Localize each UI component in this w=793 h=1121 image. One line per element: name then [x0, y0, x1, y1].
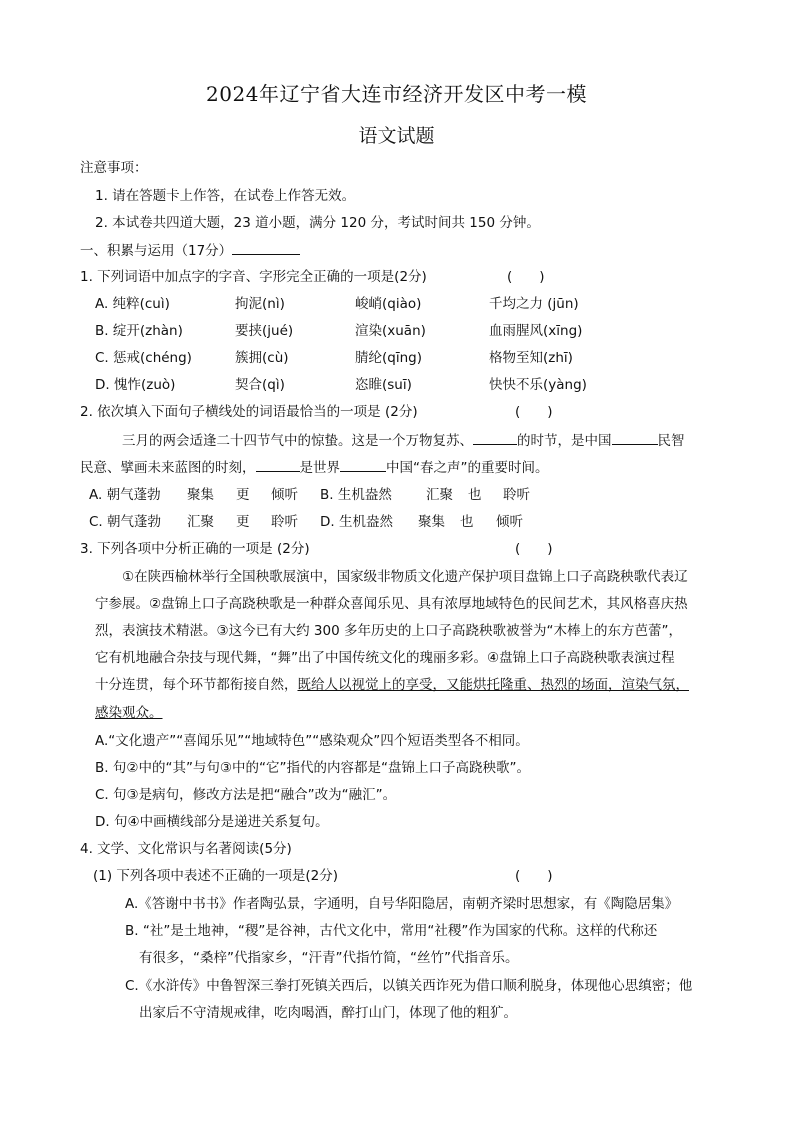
underlined-text: 感染观众。 — [95, 705, 163, 721]
q2-option: 倾听 — [496, 514, 523, 530]
section-heading — [80, 240, 300, 261]
q3-passage-line: ①在陕西榆林举行全国秧歌展演中，国家级非物质文化遗产保护项目盘锦上口子高跷秧歌代表辽 — [122, 569, 688, 585]
passage-text: 三月的两会适逢二十四节气中的惊蛰。这是一个万物复苏、 — [122, 433, 473, 449]
q3-passage-line: 烈，表演技术精湛。③这今已有大约 300 多年历史的上口子高跷秧歌被誉为“木棒上的东方芭蕾”， — [95, 623, 682, 639]
answer-paren: ( ) — [507, 269, 545, 285]
q2-option: 也 — [460, 514, 474, 530]
q2-option: 更 — [236, 487, 250, 503]
q2-option: 聚集 — [187, 487, 214, 503]
fill-blank — [612, 430, 658, 445]
q3-option-d: D. 句④中画横线部分是递进关系复句。 — [95, 814, 329, 830]
exam-title: 2024年辽宁省大连市经济开发区中考一模 — [206, 82, 587, 106]
q3-passage-line — [95, 675, 689, 695]
q1-option-b-1: B. 绽开(zhàn) — [95, 323, 183, 339]
q2-option: 汇聚 — [187, 514, 214, 530]
passage-text: 中国“春之声”的重要时间。 — [386, 460, 549, 476]
q1-option-c-3: 腈纶(qīng) — [355, 350, 422, 366]
q4-option-c: C.《水浒传》中鲁智深三拳打死镇关西后，以镇关西诈死为借口顺利脱身，体现他心思缜密；他 — [125, 978, 693, 994]
q4-option-b: B. “社”是土地神，“稷”是谷神，古代文化中，常用“社稷”作为国家的代称。这样的代称还 — [125, 923, 658, 939]
passage-text: 民意、擘画未来蓝图的时刻， — [80, 460, 256, 476]
q1-option-a-1: A. 纯粹(cuì) — [95, 296, 170, 312]
q4-option-b-cont: 有很多，“桑梓”代指家乡，“汗青”代指竹简，“丝竹”代指音乐。 — [139, 950, 519, 966]
q1-option-a-3: 峻峭(qiào) — [355, 296, 422, 312]
q2-option: 也 — [468, 487, 482, 503]
q2-passage-line — [122, 430, 685, 451]
exam-subtitle: 语文试题 — [358, 125, 435, 147]
passage-text: 是世界 — [299, 460, 340, 476]
q2-option: 倾听 — [271, 487, 298, 503]
q1-option-d-4: 快快不乐(yàng) — [489, 377, 587, 393]
q1-option-d-2: 契合(qì) — [235, 377, 285, 393]
q2-option: 聆听 — [503, 487, 530, 503]
q2-option: C. 朝气蓬勃 — [89, 514, 162, 530]
q1-option-a-4: 千均之力 (jūn) — [489, 296, 579, 312]
fill-blank — [340, 457, 386, 472]
q3-stem: 3. 下列各项中分析正确的一项是 (2分) — [80, 541, 310, 557]
notice-heading: 注意事项： — [80, 160, 148, 176]
q1-option-b-3: 渲染(xuān) — [355, 323, 426, 339]
passage-text: 的时节，是中国 — [517, 433, 612, 449]
q2-option: D. 生机盎然 — [320, 514, 393, 530]
q1-option-c-2: 簇拥(cù) — [235, 350, 289, 366]
q4-option-c-cont: 出家后不守清规戒律，吃肉喝酒，醉打山门，体现了他的粗犷。 — [139, 1005, 517, 1021]
q1-option-c-4: 格物至知(zhī) — [489, 350, 573, 366]
q1-option-d-1: D. 愧怍(zuò) — [95, 377, 176, 393]
q2-option: 更 — [236, 514, 250, 530]
q4-stem: 4. 文学、文化常识与名著阅读(5分) — [80, 841, 292, 857]
q1-option-b-2: 要挟(jué) — [235, 323, 294, 339]
q2-passage-line — [80, 457, 549, 478]
q3-option-b: B. 句②中的“其”与句③中的“它”指代的内容都是“盘锦上口子高跷秧歌”。 — [95, 760, 531, 776]
score-blank — [232, 240, 300, 255]
fill-blank — [473, 430, 517, 445]
q2-option: 汇聚 — [426, 487, 453, 503]
q1-stem: 1. 下列词语中加点字的字音、字形完全正确的一项是(2分) — [80, 269, 427, 285]
q1-option-b-4: 血雨腥风(xīng) — [489, 323, 583, 339]
answer-paren: ( ) — [515, 404, 553, 420]
fill-blank — [256, 457, 300, 472]
q4-option-a: A.《答谢中书书》作者陶弘景，字通明，自号华阳隐居，南朝齐梁时思想家，有《陶隐居集》 — [125, 896, 679, 912]
section-title: 一、积累与运用（17分） — [80, 243, 233, 259]
q3-option-c: C. 句③是病句，修改方法是把“融合”改为“融汇”。 — [95, 787, 397, 803]
answer-paren: ( ) — [515, 868, 553, 884]
notice-item: 2. 本试卷共四道大题，23 道小题，满分 120 分，考试时间共 150 分钟。 — [95, 215, 540, 231]
q2-option: 聆听 — [271, 514, 298, 530]
answer-paren: ( ) — [515, 541, 553, 557]
q2-option: A. 朝气蓬勃 — [89, 487, 161, 503]
q2-stem: 2. 依次填入下面句子横线处的词语最恰当的一项是 (2分) — [80, 404, 418, 420]
passage-text: 民智 — [657, 433, 685, 449]
q4-sub-stem: (1) 下列各项中表述不正确的一项是(2分) — [93, 868, 339, 884]
passage-text: 十分连贯，每个环节都衔接自然， — [95, 677, 298, 693]
q2-option: B. 生机盎然 — [320, 487, 392, 503]
q3-passage-line: 宁参展。②盘锦上口子高跷秧歌是一种群众喜闻乐见、具有浓厚地域特色的民间艺术，其风格喜庆热 — [95, 596, 688, 612]
q3-option-a: A.“文化遗产”“喜闻乐见”“地域特色”“感染观众”四个短语类型各不相同。 — [95, 733, 529, 749]
q3-passage-line: 它有机地融合杂技与现代舞，“舞”出了中国传统文化的瑰丽多彩。④盘锦上口子高跷秧歌表演过程 — [95, 650, 675, 666]
q1-option-c-1: C. 惩戒(chéng) — [95, 350, 192, 366]
q2-option: 聚集 — [418, 514, 445, 530]
notice-item: 1. 请在答题卡上作答，在试卷上作答无效。 — [95, 188, 356, 204]
underlined-text: 既给人以视觉上的享受，又能烘托隆重、热烈的场面，渲染气氛， — [297, 677, 689, 693]
q1-option-a-2: 拘泥(nì) — [235, 296, 285, 312]
q1-option-d-3: 恣睢(suī) — [355, 377, 412, 393]
